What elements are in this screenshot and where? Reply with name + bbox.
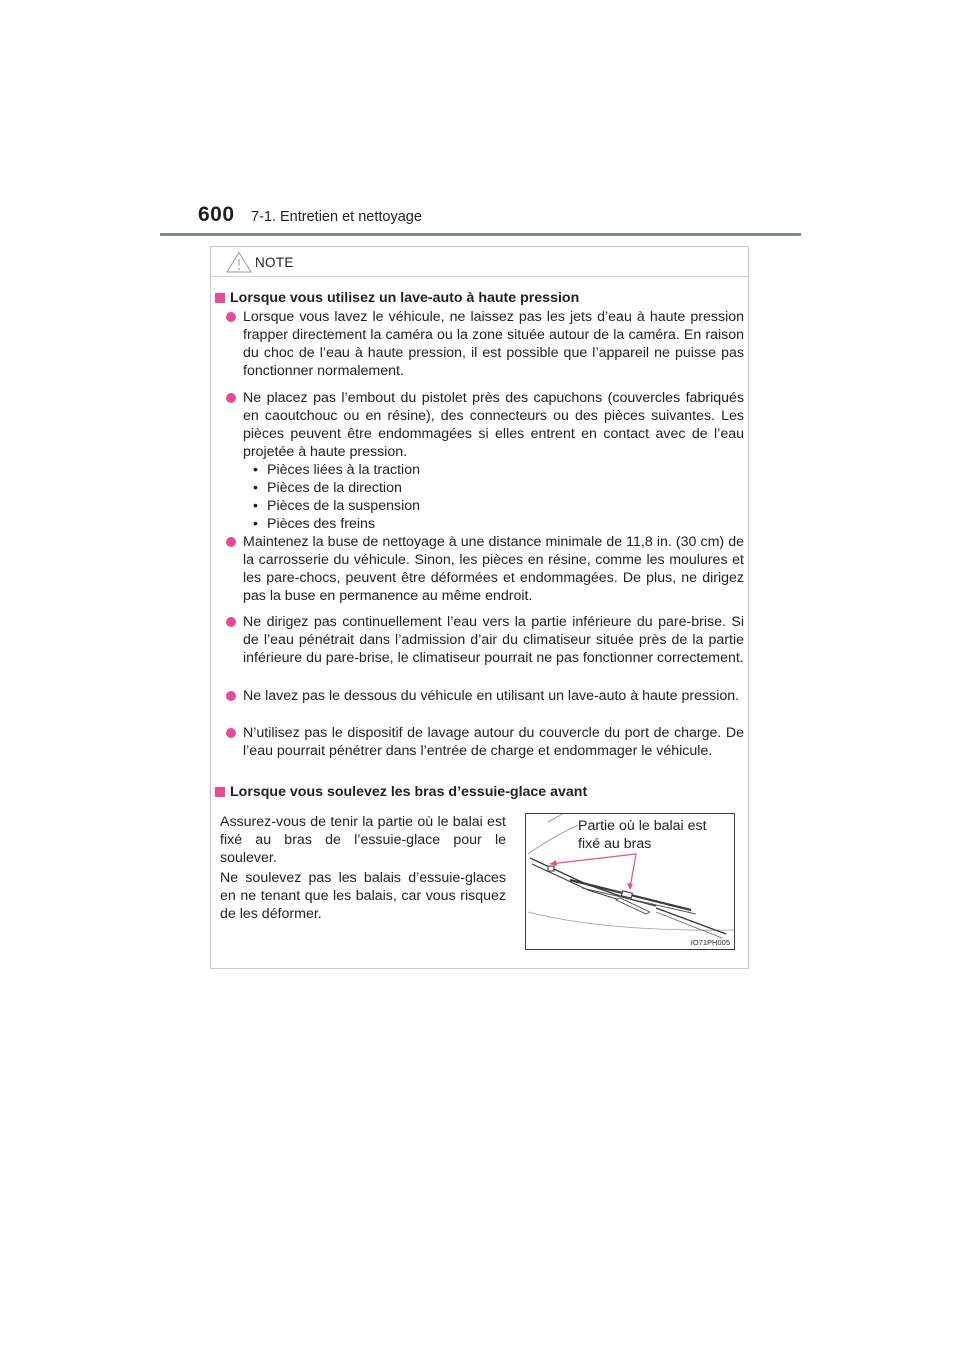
- header-rule: [160, 233, 801, 236]
- section-heading-high-pressure: [215, 290, 579, 306]
- bullet-dot-icon: [226, 728, 236, 738]
- figure-callout-label: [578, 817, 707, 853]
- bullet-text: Maintenez la buse de nettoyage à une distance minimale de 11,8 in. (30 cm) de la carrosserie du véhicule. Sinon, les pièces en résine, comme les moulures et les pare-chocs, peuvent être déformées et endommagées. De plus, ne dirigez pas la buse en permanence au même endroit.: [243, 534, 744, 604]
- chapter-title: 7-1. Entretien et nettoyage: [251, 209, 422, 225]
- bullet-dot-icon: [226, 312, 236, 322]
- bullet-dot-icon: [226, 617, 236, 627]
- bullet-text: N’utilisez pas le dispositif de lavage autour du couvercle du port de charge. De l’eau pourrait pénétrer dans l’entrée de charge et endommager le véhicule.: [243, 725, 744, 759]
- note-title: NOTE: [255, 255, 294, 270]
- bullet-item: [216, 687, 744, 705]
- bullet-text: Ne lavez pas le dessous du véhicule en utilisant un lave-auto à haute pression.: [243, 688, 740, 704]
- section-heading-text: Lorsque vous soulevez les bras d’essuie-glace avant: [230, 784, 588, 800]
- wiper-paragraph: Ne soulevez pas les balais d’essuie-glaces en ne tenant que les balais, car vous risquez de les déformer.: [220, 870, 506, 922]
- sub-list-item: • Pièces de la suspension: [253, 497, 420, 515]
- note-box: [210, 246, 749, 969]
- sub-list-item: • Pièces de la direction: [253, 479, 420, 497]
- square-bullet-icon: [215, 293, 225, 303]
- figure-callout-line: fixé au bras: [578, 836, 652, 852]
- sub-list-item: • Pièces des freins: [253, 515, 420, 533]
- figure-code: IO71PH005: [690, 938, 730, 947]
- warning-triangle-icon: [226, 251, 252, 273]
- page-number: 600: [198, 203, 235, 226]
- section-heading-wiper: [215, 784, 587, 800]
- sub-list-item: • Pièces liées à la traction: [253, 461, 420, 479]
- section-heading-text: Lorsque vous utilisez un lave-auto à haute pression: [230, 290, 580, 306]
- bullet-item: [216, 613, 744, 667]
- wiper-illustration: [525, 813, 735, 950]
- bullet-dot-icon: [226, 691, 236, 701]
- bullet-item: [216, 308, 744, 380]
- bullet-dot-icon: [226, 393, 236, 403]
- bullet-dot-icon: [226, 537, 236, 547]
- bullet-text: Ne dirigez pas continuellement l’eau vers la partie inférieure du pare-brise. Si de l’eau pénétrait dans l’admission d’air du climatiseur située près de la partie inférieure du pare-brise, le climatiseur pourrait ne pas fonctionner correctement.: [243, 614, 744, 666]
- bullet-item: [216, 389, 744, 461]
- bullet-text: Lorsque vous lavez le véhicule, ne laissez pas les jets d’eau à haute pression frapper directement la caméra ou la zone située autour de la caméra. En raison du choc de l’eau à haute pression, il est possible que l’appareil ne puisse pas fonctionner normalement.: [243, 309, 744, 379]
- bullet-item: [216, 533, 744, 605]
- note-header: [211, 247, 748, 277]
- figure-callout-line: Partie où le balai est: [578, 818, 707, 834]
- bullet-item: [216, 724, 744, 760]
- wiper-paragraph: Assurez-vous de tenir la partie où le balai est fixé au bras de l’essuie-glace pour le soulever.: [220, 814, 506, 866]
- bullet-text: Ne placez pas l’embout du pistolet près des capuchons (couvercles fabriqués en caoutchouc ou en résine), des connecteurs ou des pièces suivantes. Les pièces peuvent être endommagées si elles entrent en contact avec de l’eau projetée à haute pression.: [243, 390, 744, 460]
- parts-sub-list: [253, 461, 420, 533]
- square-bullet-icon: [215, 787, 225, 797]
